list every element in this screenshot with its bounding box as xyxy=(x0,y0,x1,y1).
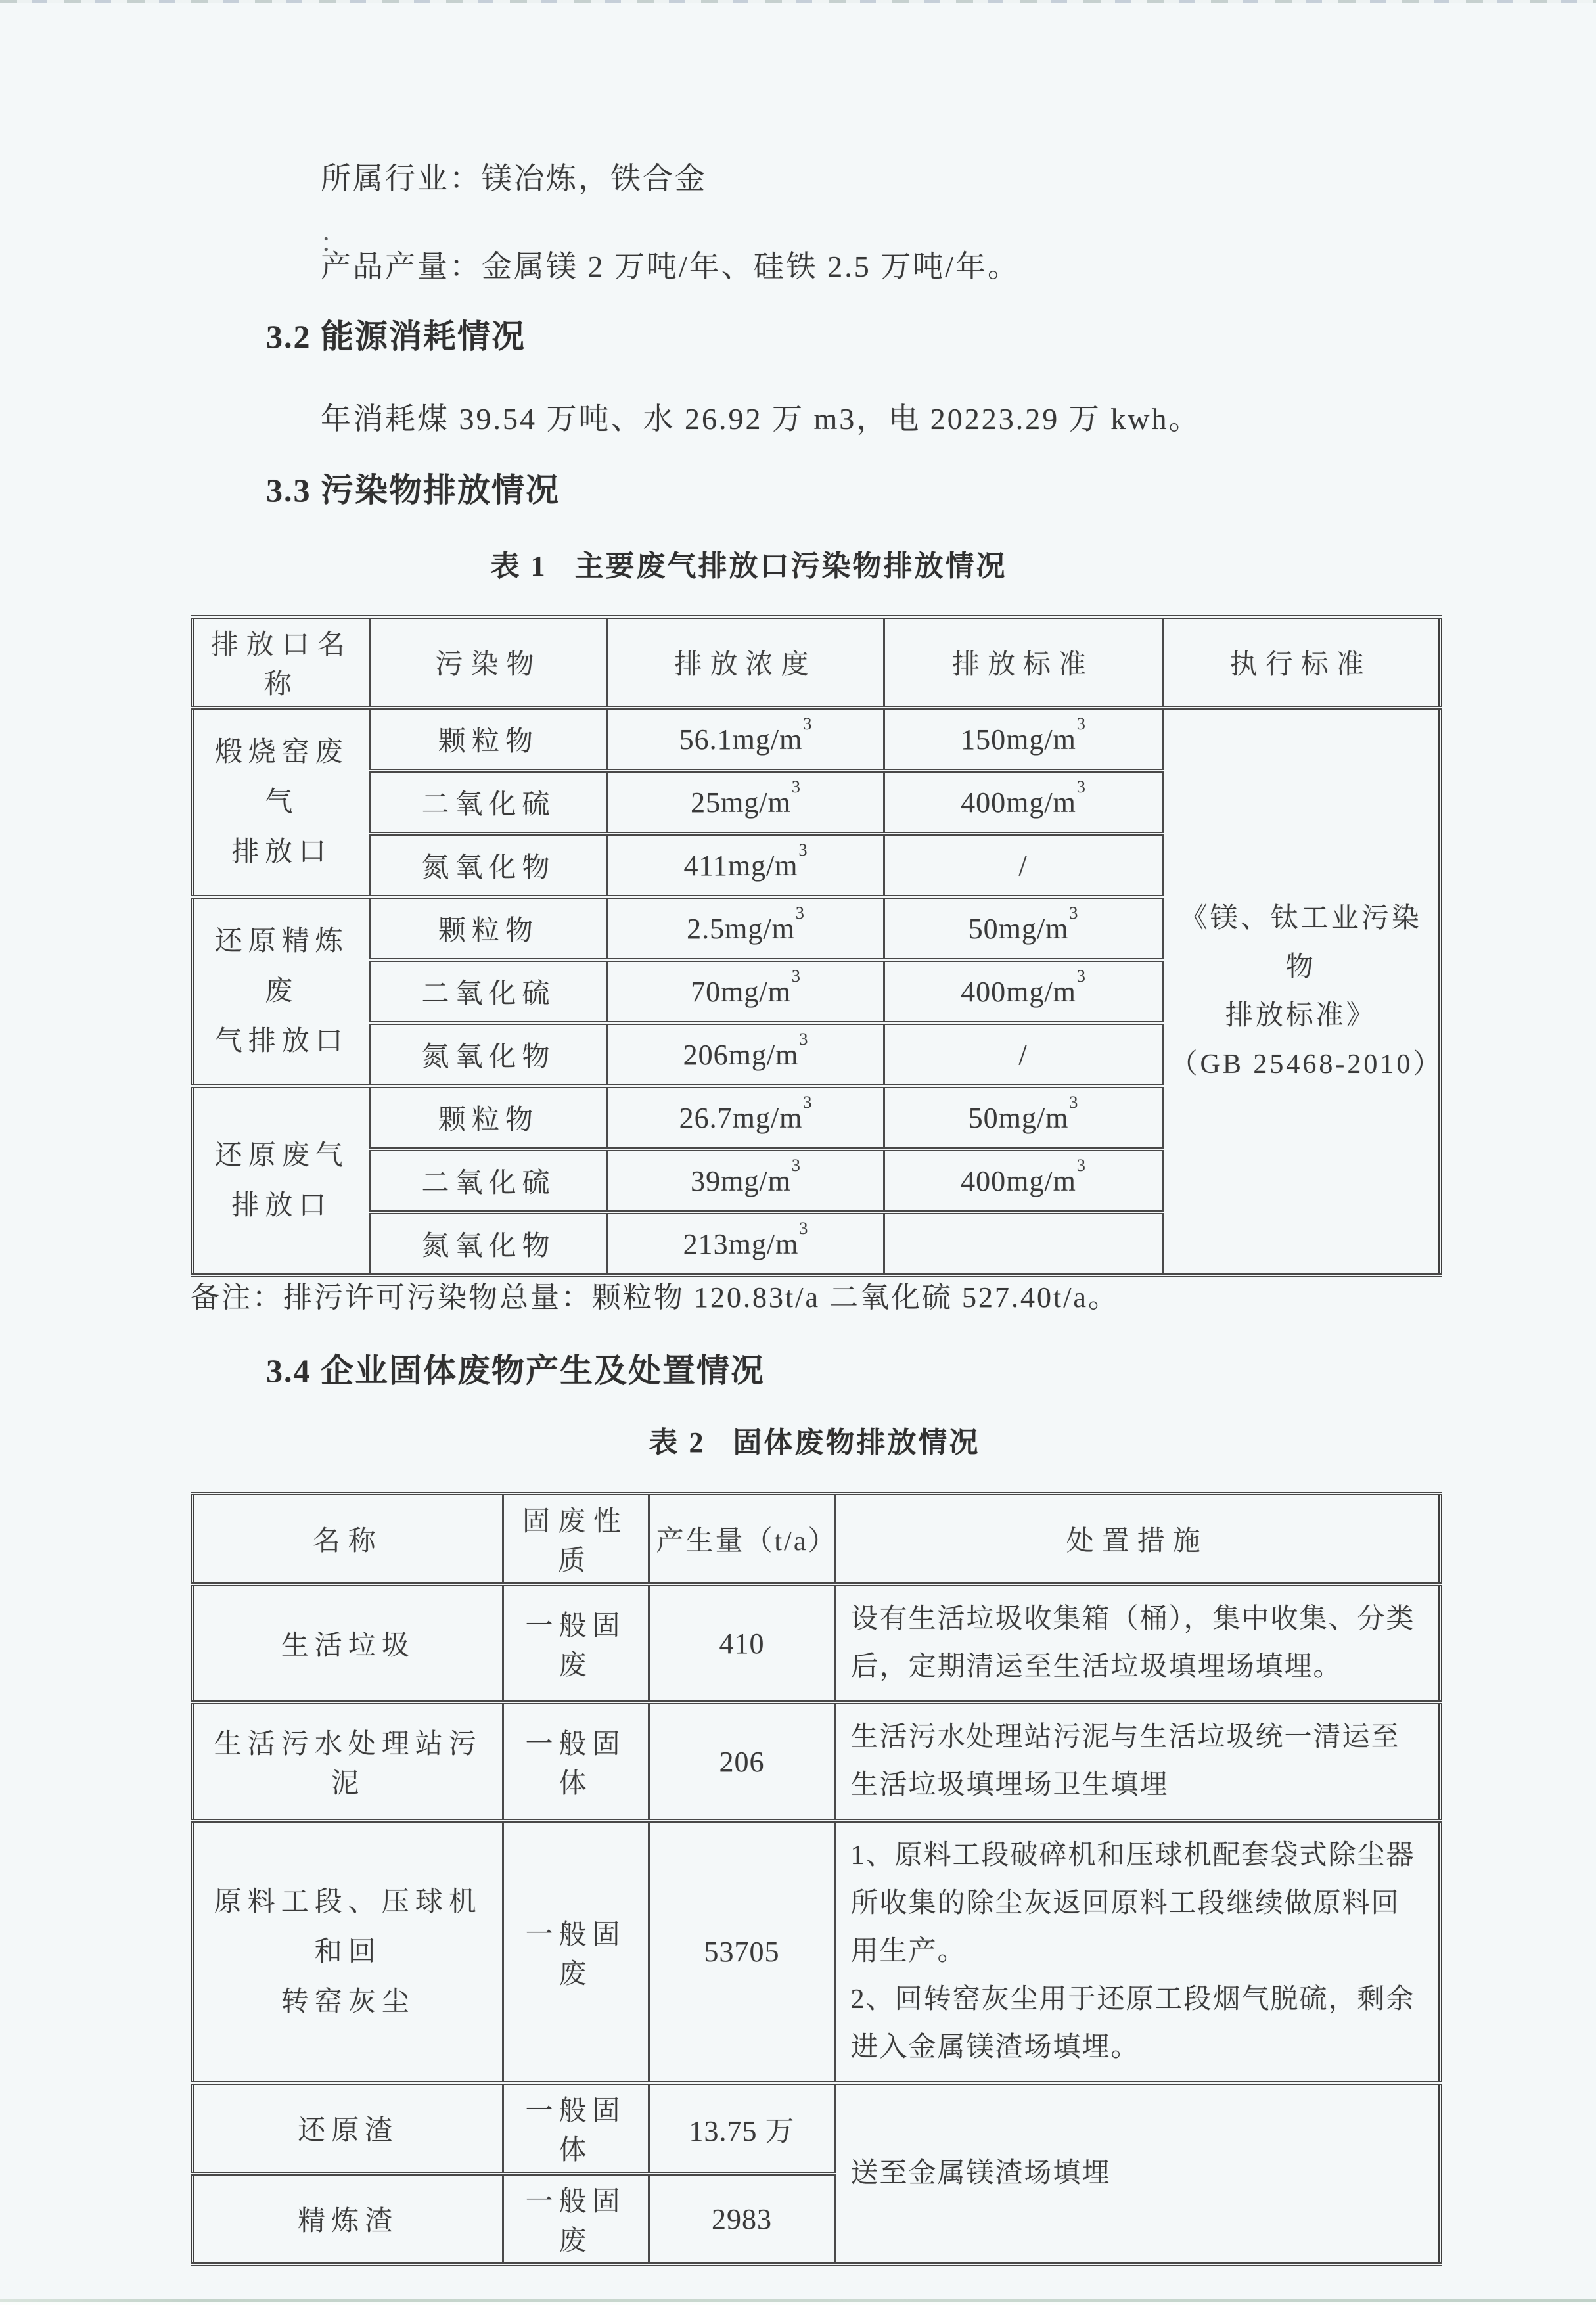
paragraph-energy: 年消耗煤 39.54 万吨、水 26.92 万 m3，电 20223.29 万 kwh。 xyxy=(321,402,1201,436)
table1-standard-cell: $400mg/m^3$ xyxy=(884,960,1162,1023)
table1-header-concentration: 排放浓度 xyxy=(607,617,884,708)
section-heading-3-4: 3.4 企业固体废物产生及处置情况 xyxy=(266,1352,765,1389)
table1-standard-cell: / xyxy=(884,834,1162,897)
table2-caption-title: 固体废物排放情况 xyxy=(733,1426,980,1459)
table1-pollutant-cell: 颗粒物 xyxy=(370,708,607,771)
section-heading-3-3: 3.3 污染物排放情况 xyxy=(266,472,560,509)
table1-pollutant-cell: 二氧化硫 xyxy=(370,960,607,1023)
table-row xyxy=(193,2083,1440,2174)
table2-header-amount: 产生量（t/a） xyxy=(649,1494,835,1584)
table2-disposal-cell: 1、原料工段破碎机和压球机配套袋式除尘器所收集的除尘灰返回原料工段继续做原料回用生产。 2、回转窑灰尘用于还原工段烟气脱硫，剩余进入金属镁渣场填埋。 xyxy=(835,1821,1440,2083)
table1-concentration-cell: $411mg/m^3$ xyxy=(607,834,884,897)
table1-caption-number: 表 1 xyxy=(490,550,547,582)
table2-type-cell: 一般固体 xyxy=(503,1702,649,1821)
table1-header-outlet: 排放口名称 xyxy=(193,617,370,708)
table1-header-standard: 排放标准 xyxy=(884,617,1162,708)
paragraph-industry: 所属行业：镁冶炼，铁合金 xyxy=(321,162,707,195)
page-content xyxy=(191,158,1444,2266)
table1-note: 备注：排污许可污染物总量：颗粒物 120.83t/a 二氧化硫 527.40t/a。 xyxy=(191,1281,1119,1313)
table1-concentration-cell: $70mg/m^3$ xyxy=(607,960,884,1023)
scan-artifact-top xyxy=(0,0,1596,3)
section-heading-3-2: 3.2 能源消耗情况 xyxy=(266,318,526,355)
table1-standard-cell: / xyxy=(884,1023,1162,1086)
table-row xyxy=(193,1702,1440,1821)
table2-name-cell: 精炼渣 xyxy=(193,2174,503,2264)
table-row xyxy=(193,1584,1440,1702)
table2-name-cell: 生活污水处理站污泥 xyxy=(193,1702,503,1821)
table2-caption xyxy=(191,1423,1438,1463)
table1-pollutant-cell: 氮氧化物 xyxy=(370,1212,607,1275)
scan-artifact-bottom-edge xyxy=(0,2302,1596,2305)
table1-pollutant-cell: 氮氧化物 xyxy=(370,834,607,897)
table1-concentration-cell: $213mg/m^3$ xyxy=(607,1212,884,1275)
table1-concentration-cell: $25mg/m^3$ xyxy=(607,771,884,834)
table1-standard-cell: $150mg/m^3$ xyxy=(884,708,1162,771)
table2-type-cell: 一般固废 xyxy=(503,1821,649,2083)
table2-type-cell: 一般固废 xyxy=(503,2174,649,2264)
table1-standard-cell: $50mg/m^3$ xyxy=(884,1086,1162,1149)
table1-outlet-cell: 煅烧窑废气 排放口 xyxy=(193,708,370,897)
table1-pollutant-cell: 氮氧化物 xyxy=(370,1023,607,1086)
table2-header-row xyxy=(193,1494,1440,1584)
table1-air-emissions xyxy=(191,615,1442,1277)
table1-concentration-cell: $39mg/m^3$ xyxy=(607,1149,884,1212)
table2-type-cell: 一般固废 xyxy=(503,1584,649,1702)
table1-standard-cell xyxy=(884,1212,1162,1275)
table1-pollutant-cell: 二氧化硫 xyxy=(370,1149,607,1212)
table2-disposal-cell: 设有生活垃圾收集箱（桶），集中收集、分类后，定期清运至生活垃圾填埋场填埋。 xyxy=(835,1584,1440,1702)
table2-amount-cell: 53705 xyxy=(649,1821,835,2083)
table2-amount-cell: 2983 xyxy=(649,2174,835,2264)
table1-concentration-cell: $56.1mg/m^3$ xyxy=(607,708,884,771)
table1-pollutant-cell: 二氧化硫 xyxy=(370,771,607,834)
table1-caption xyxy=(191,547,1307,586)
table2-type-cell: 一般固体 xyxy=(503,2083,649,2174)
table2-header-disposal: 处置措施 xyxy=(835,1494,1440,1584)
table1-pollutant-cell: 颗粒物 xyxy=(370,897,607,960)
table1-standard-cell: $400mg/m^3$ xyxy=(884,1149,1162,1212)
table2-amount-cell: 206 xyxy=(649,1702,835,1821)
table2-header-type: 固废性质 xyxy=(503,1494,649,1584)
table2-disposal-cell: 生活污水处理站污泥与生活垃圾统一清运至生活垃圾填埋场卫生填埋 xyxy=(835,1702,1440,1821)
table2-name-cell: 还原渣 xyxy=(193,2083,503,2174)
table2-caption-number: 表 2 xyxy=(649,1426,706,1459)
table1-outlet-cell: 还原废气 排放口 xyxy=(193,1086,370,1275)
table1-concentration-cell: $2.5mg/m^3$ xyxy=(607,897,884,960)
table1-header-pollutant: 污染物 xyxy=(370,617,607,708)
table2-merged-disposal-cell: 送至金属镁渣场填埋 xyxy=(835,2083,1440,2264)
table1-exec-standard-cell: 《镁、钛工业污染物 排放标准》 （GB 25468-2010） xyxy=(1162,708,1440,1275)
table1-pollutant-cell: 颗粒物 xyxy=(370,1086,607,1149)
table2-amount-cell: 13.75 万 xyxy=(649,2083,835,2174)
table1-standard-cell: $50mg/m^3$ xyxy=(884,897,1162,960)
table2-name-cell: 生活垃圾 xyxy=(193,1584,503,1702)
table2-header-name: 名称 xyxy=(193,1494,503,1584)
table1-concentration-cell: $26.7mg/m^3$ xyxy=(607,1086,884,1149)
scan-artifact-colon: ： xyxy=(320,228,346,258)
table1-outlet-cell: 还原精炼废 气排放口 xyxy=(193,897,370,1086)
table1-concentration-cell: $206mg/m^3$ xyxy=(607,1023,884,1086)
table-row xyxy=(193,1821,1440,2083)
table1-header-row xyxy=(193,617,1440,708)
table2-amount-cell: 410 xyxy=(649,1584,835,1702)
table2-name-cell: 原料工段、压球机和回 转窑灰尘 xyxy=(193,1821,503,2083)
table2-solid-waste xyxy=(191,1492,1442,2266)
table1-header-exec-standard: 执行标准 xyxy=(1162,617,1440,708)
paragraph-product: 产品产量：金属镁 2 万吨/年、硅铁 2.5 万吨/年。 xyxy=(321,250,1020,283)
table-row xyxy=(193,708,1440,771)
table1-standard-cell: $400mg/m^3$ xyxy=(884,771,1162,834)
table1-caption-title: 主要废气排放口污染物排放情况 xyxy=(574,550,1007,582)
